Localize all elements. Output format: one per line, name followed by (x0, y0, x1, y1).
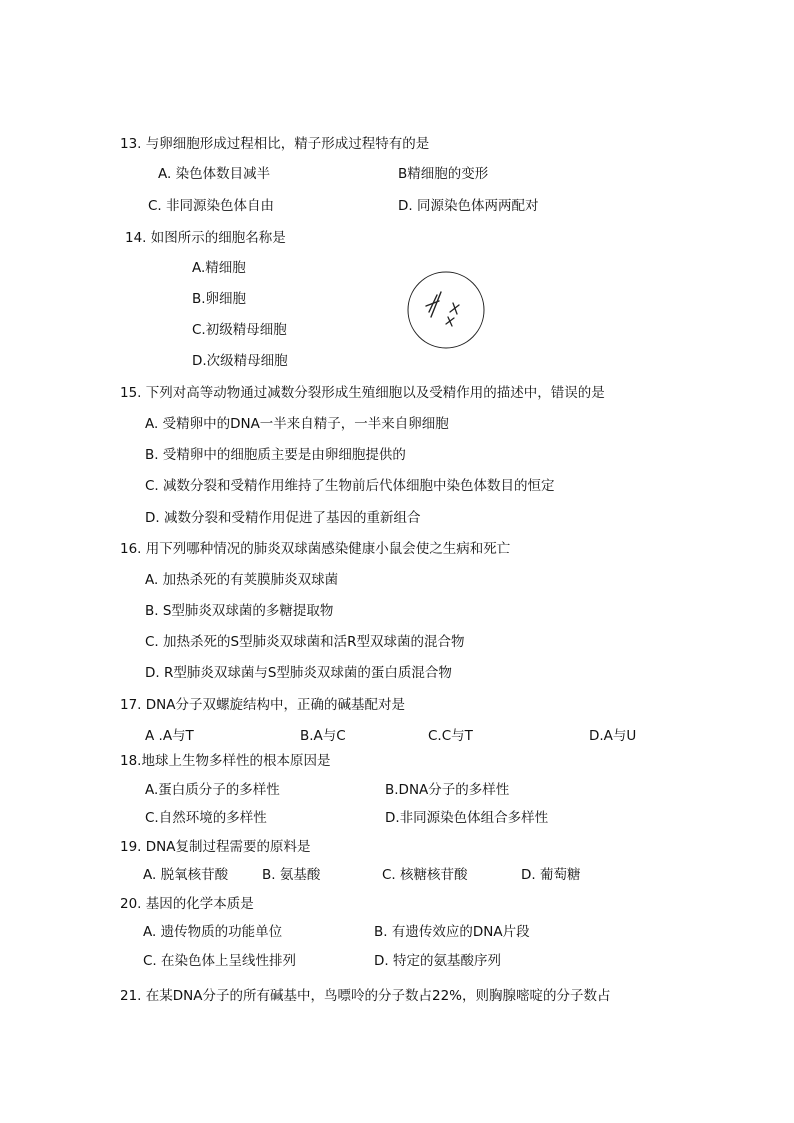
chromosome-small-lower (446, 317, 454, 326)
question-15-option-a: A. 受精卵中的DNA一半来自精子，一半来自卵细胞 (145, 416, 449, 432)
question-19-option-b: B. 氨基酸 (262, 867, 321, 883)
question-16-option-c: C. 加热杀死的S型肺炎双球菌和活R型双球菌的混合物 (145, 634, 465, 650)
question-13-option-c: C. 非同源染色体自由 (148, 198, 275, 214)
question-14-stem: 14. 如图所示的细胞名称是 (125, 230, 286, 246)
question-16-option-a: A. 加热杀死的有荚膜肺炎双球菌 (145, 572, 339, 588)
cell-membrane (408, 272, 484, 348)
question-15-option-b: B. 受精卵中的细胞质主要是由卵细胞提供的 (145, 447, 406, 463)
chromosome-small-upper (450, 303, 459, 314)
question-18-stem: 18.地球上生物多样性的根本原因是 (120, 753, 331, 769)
question-16-option-b: B. S型肺炎双球菌的多糖提取物 (145, 603, 334, 619)
question-18-option-a: A.蛋白质分子的多样性 (145, 782, 280, 798)
question-13-stem: 13. 与卵细胞形成过程相比，精子形成过程特有的是 (120, 136, 430, 152)
question-17-option-b: B.A与C (300, 728, 346, 744)
question-15-stem: 15. 下列对高等动物通过减数分裂形成生殖细胞以及受精作用的描述中，错误的是 (120, 385, 605, 401)
question-15-option-c: C. 减数分裂和受精作用维持了生物前后代体细胞中染色体数目的恒定 (145, 478, 555, 494)
question-14-option-b: B.卵细胞 (192, 291, 247, 307)
question-19-stem: 19. DNA复制过程需要的原料是 (120, 839, 311, 855)
question-13-option-a: A. 染色体数目减半 (158, 166, 271, 182)
chromosome-large (426, 292, 441, 317)
question-20-option-a: A. 遗传物质的功能单位 (143, 924, 283, 940)
question-14-option-a: A.精细胞 (192, 260, 246, 276)
question-19-option-d: D. 葡萄糖 (521, 867, 581, 883)
question-17-stem: 17. DNA分子双螺旋结构中，正确的碱基配对是 (120, 697, 405, 713)
question-14-option-d: D.次级精母细胞 (192, 353, 288, 369)
question-16-stem: 16. 用下列哪种情况的肺炎双球菌感染健康小鼠会使之生病和死亡 (120, 541, 511, 557)
question-18-option-d: D.非同源染色体组合多样性 (385, 810, 549, 826)
question-19-option-a: A. 脱氧核苷酸 (143, 867, 229, 883)
question-20-option-d: D. 特定的氨基酸序列 (374, 953, 501, 969)
question-19-option-c: C. 核糖核苷酸 (382, 867, 468, 883)
question-17-option-a: A .A与T (145, 728, 194, 744)
cell-diagram (406, 270, 486, 350)
question-13-option-b: B精细胞的变形 (398, 166, 489, 182)
question-18-option-b: B.DNA分子的多样性 (385, 782, 510, 798)
question-21-stem: 21. 在某DNA分子的所有碱基中，鸟嘌呤的分子数占22%，则胸腺嘧啶的分子数占 (120, 988, 611, 1004)
question-16-option-d: D. R型肺炎双球菌与S型肺炎双球菌的蛋白质混合物 (145, 665, 452, 681)
question-20-stem: 20. 基因的化学本质是 (120, 896, 254, 912)
question-17-option-d: D.A与U (589, 728, 637, 744)
question-13-option-d: D. 同源染色体两两配对 (398, 198, 539, 214)
question-20-option-c: C. 在染色体上呈线性排列 (143, 953, 297, 969)
question-18-option-c: C.自然环境的多样性 (145, 810, 267, 826)
question-14-option-c: C.初级精母细胞 (192, 322, 287, 338)
question-15-option-d: D. 减数分裂和受精作用促进了基因的重新组合 (145, 510, 421, 526)
question-17-option-c: C.C与T (428, 728, 473, 744)
question-20-option-b: B. 有遗传效应的DNA片段 (374, 924, 530, 940)
